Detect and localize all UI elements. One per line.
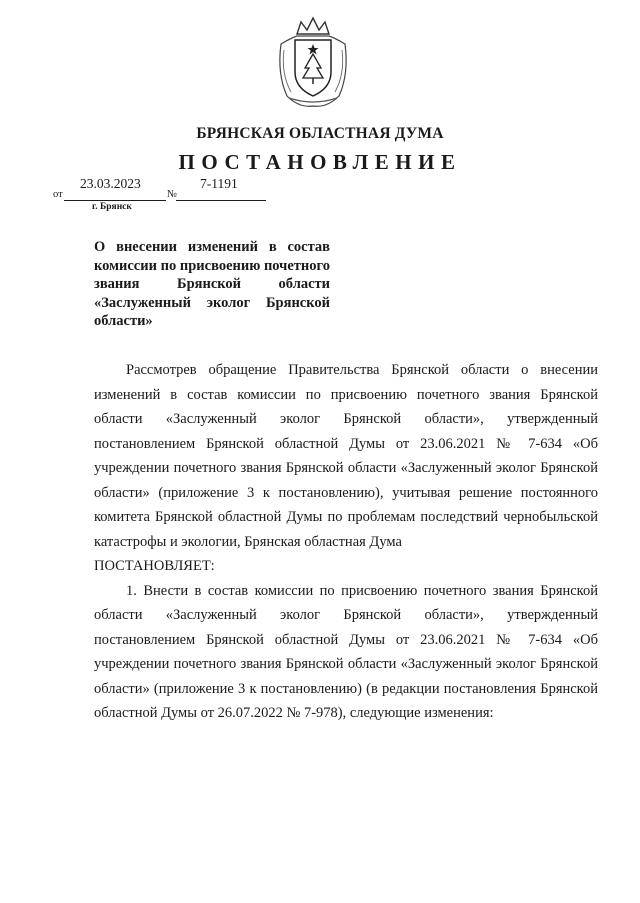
- number-prefix-label: №: [167, 189, 178, 200]
- document-body: [94, 358, 598, 726]
- document-title: О внесении изменений в состав комиссии по присвоению почетного звания Брянской области «Заслуженный эколог Брянской области»: [94, 239, 330, 329]
- document-date: 23.03.2023: [80, 176, 141, 191]
- resolves-heading: ПОСТАНОВЛЯЕТ:: [94, 558, 215, 574]
- number-underline: [176, 200, 266, 201]
- coat-of-arms-icon: [275, 14, 351, 110]
- document-number: 7-1191: [200, 176, 238, 191]
- city-label: г. Брянск: [92, 202, 132, 212]
- resolution-item-1: 1. Внести в состав комиссии по присвоению почетного звания Брянской области «Заслуженный эколог Брянской области», утвержденный постановлением Брянской областной Думы от 23.06.2021 № 7-634 «Об учреждении почетного звания Брянской области «Заслуженный эколог Брянской области» (приложение 3 к постановлению) (в редакции постановления Брянской областной Думы от 26.07.2022 № 7-978), следующие изменения:: [94, 582, 598, 721]
- date-underline: [64, 200, 166, 201]
- preamble-paragraph: Рассмотрев обращение Правительства Брянской области о внесении изменений в состав комиссии по присвоению почетного звания Брянской области «Заслуженный эколог Брянской области», утвержденный постановлением Брянской областной Думы от 23.06.2021 № 7-634 «Об учреждении почетного звания Брянской области «Заслуженный эколог Брянской области» (приложение 3 к постановлению), учитывая решение постоянного комитета Брянской областной Думы по проблемам последствий чернобыльской катастрофы и экологии, Брянская областная Дума: [94, 362, 598, 550]
- document-type: ПОСТАНОВЛЕНИЕ: [178, 150, 462, 174]
- organization-name: БРЯНСКАЯ ОБЛАСТНАЯ ДУМА: [196, 125, 444, 142]
- date-prefix-label: от: [53, 189, 63, 200]
